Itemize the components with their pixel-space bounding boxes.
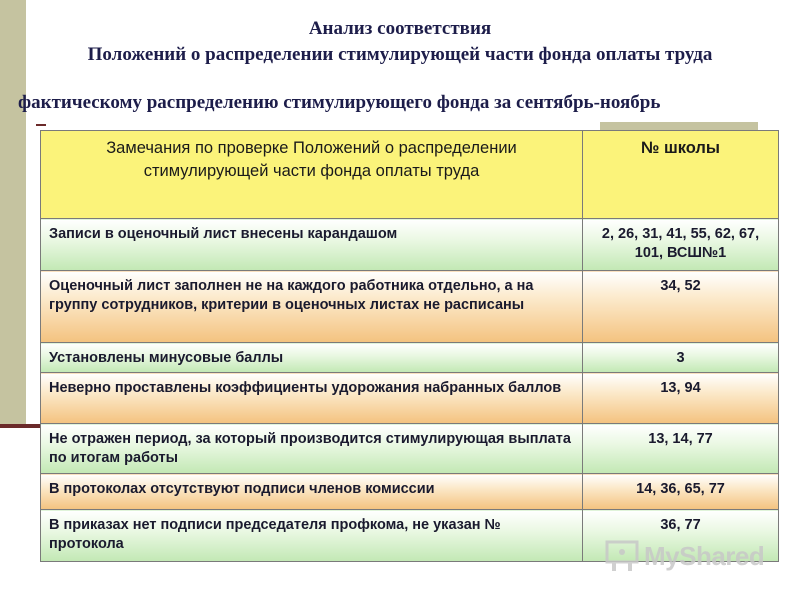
remark-text: Неверно проставлены коэффициенты удорожания набранных баллов bbox=[49, 380, 562, 396]
remark-text: Не отражен период, за который производится стимулирующая выплата по итогам работы bbox=[49, 431, 571, 466]
table-row bbox=[41, 271, 779, 343]
schools-text: 2, 26, 31, 41, 55, 62, 67, 101, ВСШ№1 bbox=[601, 226, 760, 261]
remark-text: Записи в оценочный лист внесены карандашом bbox=[49, 226, 398, 242]
classroom-board-icon bbox=[604, 538, 640, 574]
watermark-text: MyShared bbox=[644, 540, 765, 571]
remark-cell bbox=[41, 424, 583, 474]
schools-text: 36, 77 bbox=[660, 517, 701, 533]
schools-cell bbox=[583, 271, 779, 343]
table-row bbox=[41, 424, 779, 474]
remark-cell bbox=[41, 271, 583, 343]
remark-cell bbox=[41, 474, 583, 510]
schools-text: 14, 36, 65, 77 bbox=[636, 481, 725, 497]
schools-text: 13, 14, 77 bbox=[648, 431, 713, 447]
table-row bbox=[41, 343, 779, 373]
schools-cell bbox=[583, 373, 779, 424]
schools-cell bbox=[583, 343, 779, 373]
remark-cell bbox=[41, 219, 583, 271]
remark-text: В приказах нет подписи председателя профкома, не указан № протокола bbox=[49, 517, 501, 552]
decorative-bar-right bbox=[600, 122, 758, 130]
schools-cell bbox=[583, 474, 779, 510]
schools-text: 34, 52 bbox=[660, 278, 701, 294]
remark-text: В протоколах отсутствуют подписи членов комиссии bbox=[49, 481, 435, 497]
remark-cell bbox=[41, 343, 583, 373]
table-row bbox=[41, 373, 779, 424]
decorative-line-mid bbox=[36, 124, 46, 126]
remark-cell bbox=[41, 373, 583, 424]
schools-cell bbox=[583, 424, 779, 474]
remarks-table bbox=[40, 130, 779, 562]
header-school-number: № школы bbox=[583, 131, 779, 219]
table-row bbox=[41, 474, 779, 510]
remark-text: Установлены минусовые баллы bbox=[49, 350, 284, 366]
title-line-2: Положений о распределении стимулирующей части фонда оплаты труда bbox=[87, 44, 713, 65]
schools-text: 13, 94 bbox=[660, 380, 701, 396]
table-header-row bbox=[41, 131, 779, 219]
remark-cell bbox=[41, 510, 583, 562]
watermark bbox=[604, 536, 776, 576]
header-remarks: Замечания по проверке Положений о распределении стимулирующей части фонда оплаты труда bbox=[41, 131, 583, 219]
remark-text: Оценочный лист заполнен не на каждого работника отдельно, а на группу сотрудников, критерии в оценочных листах не расписаны bbox=[49, 278, 534, 313]
schools-cell bbox=[583, 219, 779, 271]
table-row bbox=[41, 219, 779, 271]
title-line-1: Анализ соответствия bbox=[308, 18, 492, 39]
schools-text: 3 bbox=[676, 350, 685, 366]
title-line-3: фактическому распределению стимулирующего фонда за сентябрь-ноябрь bbox=[18, 92, 661, 113]
